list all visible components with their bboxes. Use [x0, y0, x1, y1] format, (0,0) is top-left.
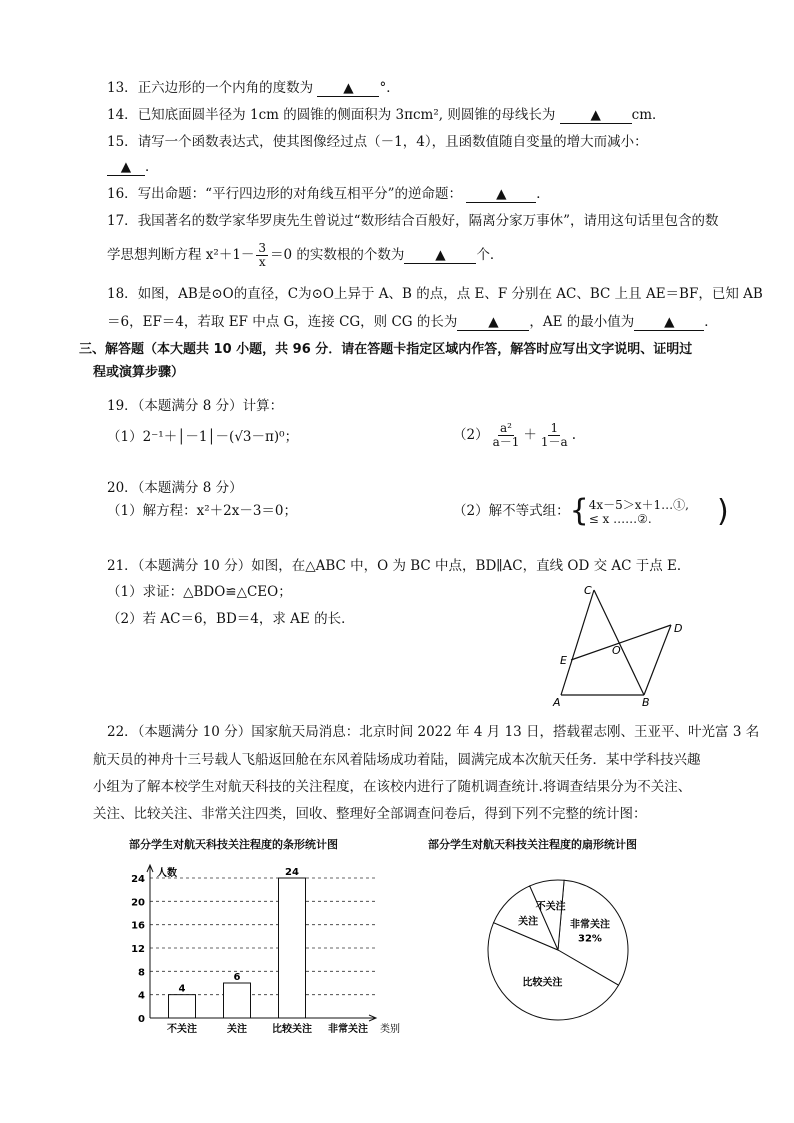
- label-A: A: [553, 696, 561, 709]
- y-tick-label: 8: [138, 967, 145, 979]
- left-brace-icon: {: [569, 493, 589, 529]
- x-tick-label: 关注: [227, 1024, 247, 1035]
- question-17-line2: 学思想判断方程 x²＋1－ $\frac{3}{x}$ ＝0 的实数根的个数为 ▲ 个．: [107, 241, 504, 269]
- pie-percent-label: 32%: [577, 933, 602, 945]
- label-E: E: [560, 654, 567, 667]
- question-22-line4: 关注、比较关注、非常关注四类，回收、整理好全部调查问卷后，得到下列不完整的统计图：: [93, 806, 647, 822]
- pie-chart: [478, 870, 638, 1030]
- right-paren-icon: ): [716, 493, 729, 529]
- label-O: O: [612, 644, 621, 657]
- y-tick-label: 4: [138, 990, 145, 1002]
- segment-ED: [571, 625, 671, 660]
- answer-blank: ▲: [317, 80, 379, 97]
- question-22-line3: 小组为了解本校学生对航天科技的关注程度，在该校内进行了随机调查统计.将调查结果分为不关注、: [93, 779, 692, 795]
- bar-value-label: 24: [285, 867, 299, 878]
- question-21-part1: （1）求证：△BDO≌△CEO；: [107, 584, 292, 600]
- segment-CB: [594, 590, 644, 695]
- question-13: 13．正六边形的一个内角的度数为 ▲ °．: [107, 80, 400, 96]
- answer-blank: ▲: [457, 314, 529, 331]
- question-22-line1: 22．（本题满分 10 分）国家航天局消息：北京时间 2022 年 4 月 13 日，搭载翟志刚、王亚平、叶光富 3 名: [107, 724, 760, 740]
- segment-AC: [561, 590, 594, 695]
- segment-BD: [644, 625, 671, 695]
- label-D: D: [674, 622, 683, 635]
- y-tick-label: 20: [131, 897, 145, 909]
- question-17: 17．我国著名的数学家华罗庚先生曾说过“数形结合百般好，隔离分家万事休”，请用这句话里包含的数: [107, 213, 719, 229]
- x-tick-label: 比较关注: [272, 1024, 312, 1035]
- answer-blank: ▲: [634, 314, 704, 331]
- y-tick-label: 24: [131, 874, 145, 885]
- pie-label: 关注: [518, 916, 539, 928]
- question-16: 16．写出命题：“平行四边形的对角线互相平分”的逆命题： ▲ ．: [107, 186, 550, 202]
- pie-label: 比较关注: [522, 977, 563, 989]
- pie-label: 非常关注: [569, 919, 610, 931]
- section-heading: 三、解答题（本大题共 10 小题，共 96 分．请在答题卡指定区域内作答，解答时应写出文字说明、证明过: [79, 342, 693, 357]
- fraction-3-over-x: $\frac{3}{x}$: [258, 241, 267, 269]
- question-14: 14．已知底面圆半径为 1cm 的圆锥的侧面积为 3πcm², 则圆锥的母线长为 ▲ cm．: [107, 107, 666, 123]
- bar-chart: [120, 858, 420, 1038]
- fraction-1-over-1-a: $\frac{1}{1-a}$: [540, 421, 568, 449]
- question-22-line2: 航天员的神舟十三号载人飞船返回舱在东风着陆场成功着陆，圆满完成本次航天任务．某中学科技兴趣: [93, 752, 701, 768]
- x-tick-label: 非常关注: [328, 1024, 368, 1035]
- bar-value-label: 4: [178, 983, 186, 995]
- question-21-part2: （2）若 AC＝6，BD＝4，求 AE 的长．: [107, 611, 355, 627]
- label-B: B: [642, 696, 650, 709]
- bar: [279, 878, 306, 1018]
- bar-chart-title: 部分学生对航天科技关注程度的条形统计图: [129, 838, 338, 851]
- x-tick-label: 不关注: [167, 1024, 197, 1035]
- question-20-part2: （2）解不等式组：{ 4x－5＞x＋1…①, ≤ x ……②. ): [453, 493, 729, 529]
- inequality-system: 4x－5＞x＋1…①, ≤ x ……②.: [588, 497, 689, 526]
- bar: [169, 995, 196, 1018]
- bar-value-label: 6: [233, 972, 241, 983]
- fraction-a2-over-a-1: $\frac{\text{a²}}{a-1}$: [492, 421, 520, 449]
- y-tick-label: 12: [131, 944, 145, 955]
- y-axis-label: 人数: [157, 868, 177, 879]
- answer-blank: ▲: [404, 247, 476, 264]
- pie-chart-title: 部分学生对航天科技关注程度的扇形统计图: [428, 838, 637, 851]
- answer-blank: ▲: [466, 186, 536, 203]
- pie-label: 不关注: [535, 901, 566, 913]
- question-15: 15．请写一个函数表达式，使其图像经过点（－1，4），且函数值随自变量的增大而减小：: [107, 134, 648, 150]
- question-18-line2: ＝6，EF＝4，若取 EF 中点 G，连接 CG，则 CG 的长为 ▲ ，AE 的最小值为 ▲ ．: [107, 314, 718, 330]
- question-20-part1: （1）解方程：x²＋2x－3＝0；: [107, 503, 297, 519]
- section-heading-line2: 程或演算步骤）: [93, 365, 185, 380]
- y-tick-label: 0: [138, 1014, 145, 1025]
- bar: [224, 983, 251, 1018]
- answer-blank: ▲: [107, 159, 145, 176]
- label-C: C: [584, 584, 592, 597]
- answer-blank: ▲: [560, 107, 632, 124]
- x-axis-label: 类别: [380, 1024, 400, 1035]
- question-19-part2: （2） $\frac{\text{a²}}{a-1}$ ＋ $\frac{1}{1-a}$ .: [453, 421, 576, 449]
- question-19-title: 19．（本题满分 8 分）计算：: [107, 398, 284, 414]
- triangle-figure: [548, 582, 698, 710]
- question-21-title: 21．（本题满分 10 分）如图，在△ABC 中，O 为 BC 中点，BD∥AC，直线 OD 交 AC 于点 E．: [107, 558, 691, 574]
- y-tick-label: 16: [131, 920, 145, 932]
- question-20-title: 20．（本题满分 8 分）: [107, 480, 243, 496]
- question-19-part1: （1）2⁻¹＋│－1│－(√3－π)⁰；: [107, 429, 299, 445]
- question-18: 18．如图，AB是⊙O的直径，C为⊙O上异于 A、B 的点，点 E、F 分别在 AC、BC 上且 AE＝BF，已知 AB: [107, 286, 763, 302]
- question-15-answer: ▲ ．: [107, 158, 159, 176]
